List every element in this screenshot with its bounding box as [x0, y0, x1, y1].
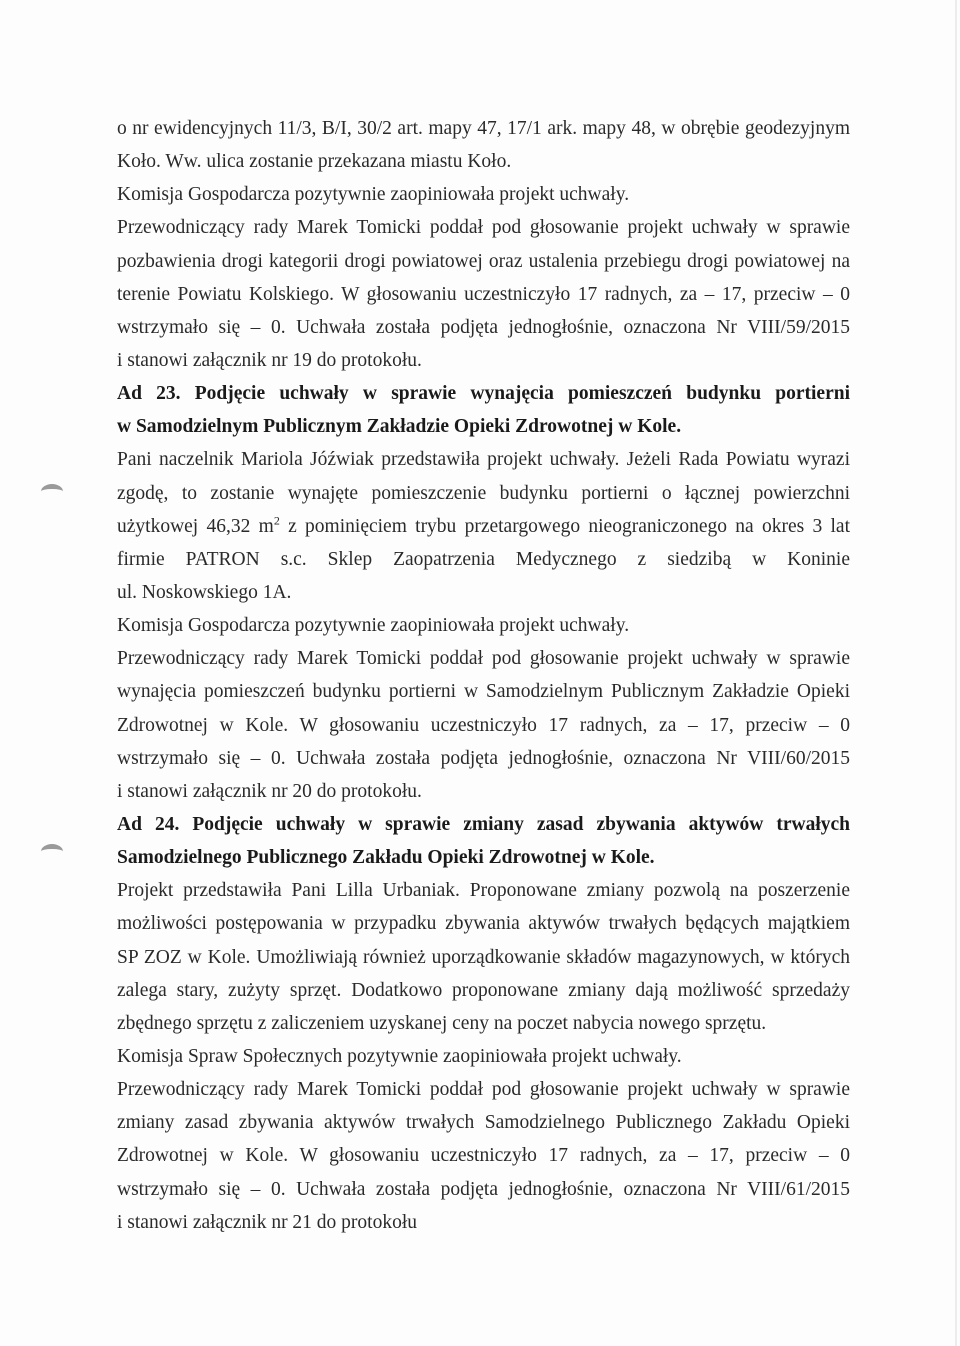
text-line — [117, 1073, 850, 1106]
superscript: 2 — [273, 513, 280, 528]
text-line-content: w Samodzielnym Publicznym Zakładzie Opieki Zdrowotnej w Kole. — [117, 416, 682, 438]
text-line — [117, 609, 850, 642]
text-line-content: Samodzielnego Publicznego Zakładu Opieki Zdrowotnej w Kole. — [117, 847, 655, 869]
text-line — [117, 543, 850, 576]
text-line-content: firmie PATRON s.c. Sklep Zaopatrzenia Medycznego z siedzibą w Koninie — [117, 548, 850, 570]
text-line-content: Zdrowotnej w Kole. W głosowaniu uczestniczyło 17 radnych, za – 17, przeciw – 0 — [117, 1145, 850, 1167]
text-line — [117, 1106, 850, 1139]
text-line-content: zgodę, to zostanie wynajęte pomieszczenie budynku portierni o łącznej powierzchni — [117, 482, 850, 504]
text-line — [117, 377, 850, 410]
text-line-content: Przewodniczący rady Marek Tomicki poddał pod głosowanie projekt uchwały w sprawie — [117, 1079, 850, 1101]
text-line-content: Komisja Spraw Społecznych pozytywnie zaopiniowała projekt uchwały. — [117, 1045, 682, 1067]
text-line-content: ul. Noskowskiego 1A. — [117, 581, 292, 603]
text-line-continuation: z pominięciem trybu przetargowego nieograniczonego na okres 3 lat — [279, 515, 850, 537]
text-line-content: użytkowej 46,32 m — [117, 515, 274, 537]
text-line — [117, 642, 850, 675]
text-line — [117, 1040, 850, 1073]
document-body — [117, 112, 850, 1239]
text-line — [117, 278, 850, 311]
text-line — [117, 576, 850, 609]
text-line — [117, 841, 850, 874]
text-line — [117, 245, 850, 278]
text-line-content: o nr ewidencyjnych 11/3, B/I, 30/2 art. mapy 47, 17/1 ark. mapy 48, w obrębie geodezyjnym — [117, 118, 850, 139]
scan-edge-line — [955, 0, 957, 1346]
text-line-content: wynajęcia pomieszczeń budynku portierni w Samodzielnym Publicznym Zakładzie Opieki — [117, 681, 850, 703]
text-line — [117, 410, 850, 443]
text-line — [117, 874, 850, 907]
text-line — [117, 443, 850, 476]
text-line — [117, 112, 850, 145]
text-line — [117, 709, 850, 742]
text-line-content: Przewodniczący rady Marek Tomicki poddał pod głosowanie projekt uchwały w sprawie — [117, 648, 850, 670]
text-line — [117, 344, 850, 377]
text-line-content: SP ZOZ w Kole. Umożliwiają również uporządkowanie składów magazynowych, w których — [117, 946, 850, 968]
text-line-content: Koło. Ww. ulica zostanie przekazana miastu Koło. — [117, 151, 512, 173]
text-line-content: zmiany zasad zbywania aktywów trwałych Samodzielnego Publicznego Zakładu Opieki — [117, 1112, 850, 1134]
text-line-content: Komisja Gospodarcza pozytywnie zaopiniowała projekt uchwały. — [117, 615, 630, 637]
text-line-content: wstrzymało się – 0. Uchwała została podjęta jednogłośnie, oznaczona Nr VIII/61/2015 — [117, 1178, 850, 1200]
text-line-content: Komisja Gospodarcza pozytywnie zaopiniowała projekt uchwały. — [117, 184, 630, 206]
text-line-content: Projekt przedstawiła Pani Lilla Urbaniak. Proponowane zmiany pozwolą na poszerzenie — [117, 880, 850, 902]
text-line — [117, 211, 850, 244]
text-line-content: i stanowi załącznik nr 21 do protokołu — [117, 1211, 418, 1233]
text-line — [117, 941, 850, 974]
text-line — [117, 311, 850, 344]
text-line — [117, 145, 850, 178]
text-line — [117, 974, 850, 1007]
text-line-content: i stanowi załącznik nr 19 do protokołu. — [117, 349, 422, 371]
text-line — [117, 178, 850, 211]
text-line-content: pozbawienia drogi kategorii drogi powiatowej oraz ustalenia przebiegu drogi powiatowej na — [117, 250, 850, 272]
text-line — [117, 742, 850, 775]
text-line — [117, 675, 850, 708]
text-line — [117, 1206, 850, 1239]
text-line — [117, 1173, 850, 1206]
text-line — [117, 510, 850, 543]
text-line-content: wstrzymało się – 0. Uchwała została podjęta jednogłośnie, oznaczona Nr VIII/60/2015 — [117, 747, 850, 769]
text-line-content: terenie Powiatu Kolskiego. W głosowaniu uczestniczyło 17 radnych, za – 17, przeciw – 0 — [117, 283, 850, 305]
text-line — [117, 1007, 850, 1040]
text-line-content: i stanowi załącznik nr 20 do protokołu. — [117, 780, 422, 802]
text-line-content: Zdrowotnej w Kole. W głosowaniu uczestniczyło 17 radnych, za – 17, przeciw – 0 — [117, 714, 850, 736]
text-line-content: zbędnego sprzętu z zaliczeniem uzyskanej ceny na poczet nabycia nowego sprzętu. — [117, 1012, 767, 1034]
text-line — [117, 808, 850, 841]
text-line-content: Ad 24. Podjęcie uchwały w sprawie zmiany zasad zbywania aktywów trwałych — [117, 813, 850, 835]
text-line — [117, 775, 850, 808]
text-line — [117, 907, 850, 940]
text-line-content: zalega stary, zużyty sprzęt. Dodatkowo proponowane zmiany dają możliwość sprzedaży — [117, 979, 850, 1001]
text-line — [117, 477, 850, 510]
text-line-content: możliwości postępowania w przypadku zbywania aktywów trwałych będących majątkiem — [117, 913, 850, 935]
text-line-content: Ad 23. Podjęcie uchwały w sprawie wynajęcia pomieszczeń budynku portierni — [117, 383, 850, 405]
text-line-content: wstrzymało się – 0. Uchwała została podjęta jednogłośnie, oznaczona Nr VIII/59/2015 — [117, 316, 850, 338]
text-line — [117, 1139, 850, 1172]
binding-hole-mark-bottom — [41, 844, 63, 859]
binding-hole-mark-top — [41, 484, 63, 499]
text-line-content: Przewodniczący rady Marek Tomicki poddał pod głosowanie projekt uchwały w sprawie — [117, 217, 850, 239]
text-line-content: Pani naczelnik Mariola Jóźwiak przedstawiła projekt uchwały. Jeżeli Rada Powiatu wyrazi — [117, 449, 850, 471]
